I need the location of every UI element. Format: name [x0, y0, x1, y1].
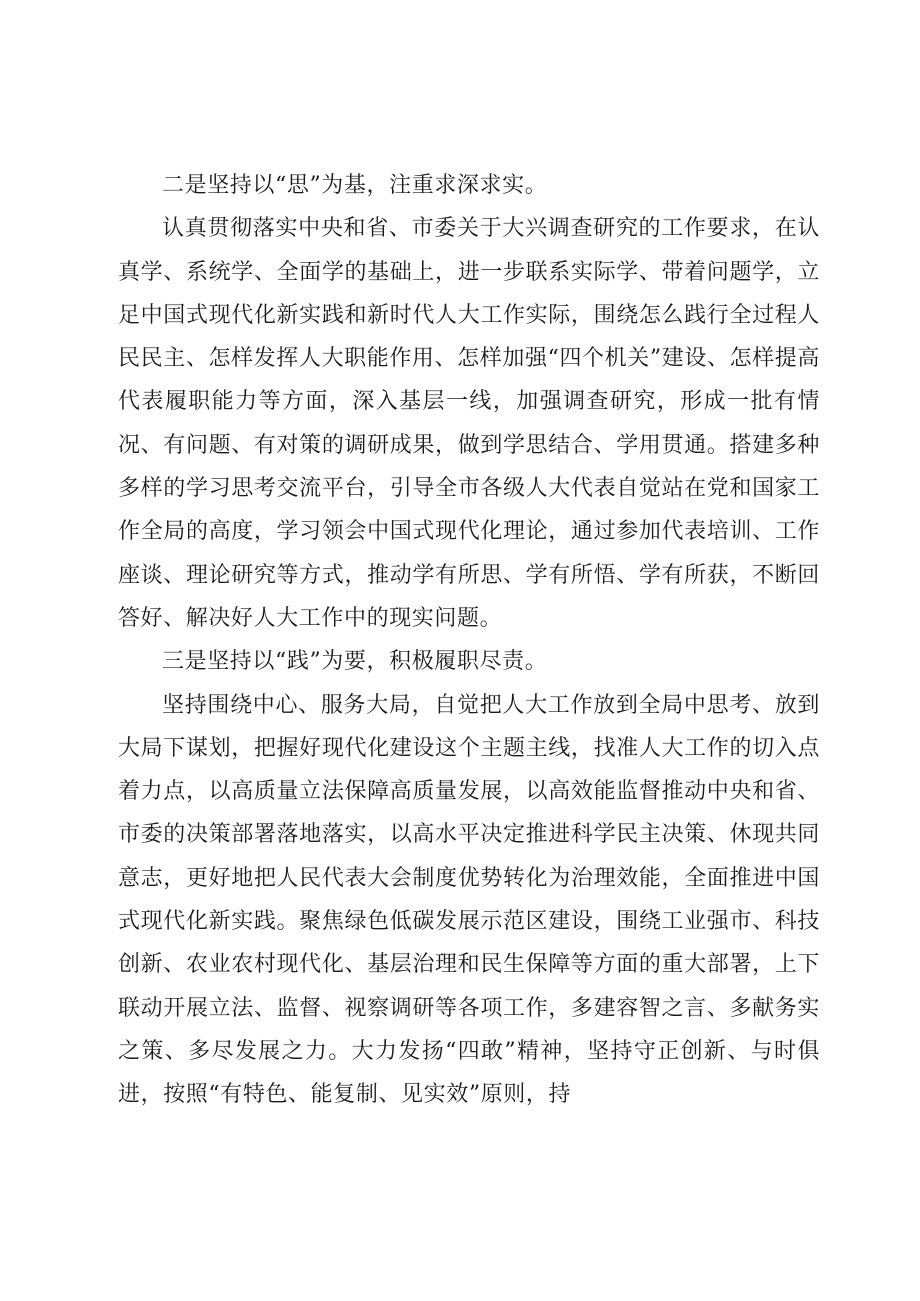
section-heading-2: 二是坚持以“思”为基，注重求深求实。: [162, 173, 548, 198]
document-body: [118, 164, 820, 1117]
section-heading-3: 三是坚持以“践”为要，积极履职尽责。: [162, 649, 548, 675]
paragraph-research: 认真贯彻落实中央和省、市委关于大兴调查研究的工作要求，在认真学、系统学、全面学的基础上，进一步联系实际学、带着问题学，立足中国式现代化新实践和新时代人大工作实际，围绕怎么践行全过程人民民主、怎样发挥人大职能作用、怎样加强“四个机关”建设、怎样提高代表履职能力等方面，深入基层一线，加强调查研究，形成一批有情况、有问题、有对策的调研成果，做到学思结合、学用贯通。搭建多种多样的学习思考交流平台，引导全市各级人大代表自觉站在党和国家工作全局的高度，学习领会中国式现代化理论，通过参加代表培训、工作座谈、理论研究等方式，推动学有所思、学有所悟、学有所获，不断回答好、解决好人大工作中的现实问题。: [118, 216, 820, 631]
paragraph-practice: 坚持围绕中心、服务大局，自觉把人大工作放到全局中思考、放到大局下谋划，把握好现代化建设这个主题主线，找准人大工作的切入点着力点，以高质量立法保障高质量发展，以高效能监督推动中央和省、市委的决策部署落地落实，以高水平决定推进科学民主决策、休现共同意志，更好地把人民代表大会制度优势转化为治理效能，全面推进中国式现代化新实践。聚焦绿色低碳发展示范区建设，围绕工业强市、科技创新、农业农村现代化、基层治理和民生保障等方面的重大部署，上下联动开展立法、监督、视察调研等各项工作，多建容智之言、多献务实之策、多尽发展之力。大力发扬“四敢”精神，坚持守正创新、与时俱进，按照“有特色、能复制、见实效”原则，持: [118, 692, 820, 1108]
